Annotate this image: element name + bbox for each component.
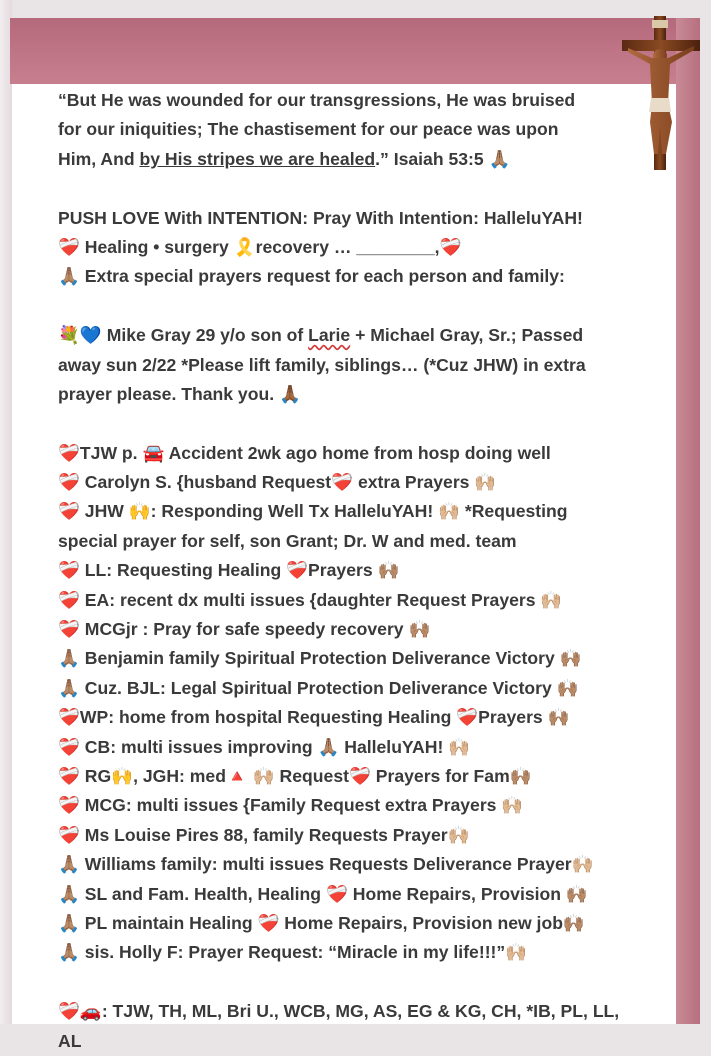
scripture-line-2 [58,115,662,144]
push-love-heading: PUSH LOVE With INTENTION: Pray With Intention: HalleluYAH! [58,207,583,228]
scripture-text: “But He was wounded for our transgressions, He was bruised [58,90,576,110]
prayer-item: special prayer for self, son Grant; Dr. W and med. team [58,530,517,551]
memorial-line-3: prayer please. Thank you. 🙏🏾 [58,383,301,404]
footer-initials-line-1: ❤️‍🩹🚗: TJW, TH, ML, Bri U., WCB, MG, AS, EG & KG, CH, *IB, PL, LL, [58,1001,620,1022]
prayer-item: 🙏🏽 sis. Holly F: Prayer Request: “Miracle in my life!!!”🙌🏼 [58,942,528,963]
memorial-line-1 [58,321,662,350]
spacer [58,292,662,321]
scripture-line-3 [58,145,662,174]
memorial-text: 💐💙 Mike Gray 29 y/o son of [58,325,309,346]
spacer [58,968,662,997]
prayer-item: ❤️‍🩹 LL: Requesting Healing ❤️‍🩹Prayers 🙌🏽 [58,560,400,581]
prayer-item: ❤️‍🩹TJW p. 🚘 Accident 2wk ago home from hosp doing well [58,442,551,463]
prayer-item: ❤️‍🩹 MCGjr : Pray for safe speedy recovery 🙌🏽 [58,619,431,640]
extra-prayers-line: 🙏🏽 Extra special prayers request for each person and family: [58,266,565,287]
healing-line: ❤️‍🩹 Healing • surgery 🎗️recovery … ________,❤️‍🩹 [58,236,462,257]
scripture-text: for our iniquities; The chastisement for our peace was upon [58,119,559,140]
prayer-item: ❤️‍🩹 CB: multi issues improving 🙏🏽 HalleluYAH! 🙌🏼 [58,736,471,757]
scripture-line-1 [58,86,662,115]
prayer-item: ❤️‍🩹 MCG: multi issues {Family Request extra Prayers 🙌🏼 [58,795,524,816]
memorial-line-2: away sun 2/22 *Please lift family, siblings… (*Cuz JHW) in extra [58,354,586,375]
prayer-item: ❤️‍🩹 JHW 🙌: Responding Well Tx HalleluYAH! 🙌🏼 *Requesting [58,501,568,522]
top-decorative-band [10,18,700,84]
scripture-underlined-text: by His stripes we are healed [139,148,376,169]
prayer-item: 🙏🏽 Benjamin family Spiritual Protection Deliverance Victory 🙌🏽 [58,648,582,669]
prayer-list-content [58,86,662,1056]
prayer-item: 🙏🏽 PL maintain Healing ❤️‍🩹 Home Repairs, Provision new job🙌🏽 [58,912,585,933]
prayer-item: 🙏🏽 Williams family: multi issues Requests Deliverance Prayer🙌🏼 [58,854,594,875]
prayer-item: 🙏🏽 Cuz. BJL: Legal Spiritual Protection Deliverance Victory 🙌🏽 [58,677,579,698]
page-edge [0,0,12,1024]
scripture-reference: .” Isaiah 53:5 🙏🏽 [375,148,511,169]
prayer-item: 🙏🏽 SL and Fam. Health, Healing ❤️‍🩹 Home Repairs, Provision 🙌🏽 [58,883,588,904]
prayer-item: ❤️‍🩹 Ms Louise Pires 88, family Requests Prayer🙌🏼 [58,824,470,845]
prayer-item: ❤️‍🩹 Carolyn S. {husband Request❤️‍🩹 extra Prayers 🙌🏼 [58,472,497,493]
footer-initials-line-2: AL [58,1030,82,1051]
prayer-item: ❤️‍🩹 RG🙌, JGH: med🔺 🙌🏼 Request❤️‍🩹 Prayers for Fam🙌🏽 [58,765,532,786]
prayer-item: ❤️‍🩹WP: home from hospital Requesting Healing ❤️‍🩹Prayers 🙌🏽 [58,707,570,728]
spacer [58,174,662,203]
scripture-text: Him, And [58,148,140,169]
spacer [58,409,662,438]
memorial-name-spellcheck: Larie [308,325,351,346]
prayer-item: ❤️‍🩹 EA: recent dx multi issues {daughter Request Prayers 🙌🏼 [58,589,563,610]
memorial-text: + Michael Gray, Sr.; Passed [350,325,584,346]
